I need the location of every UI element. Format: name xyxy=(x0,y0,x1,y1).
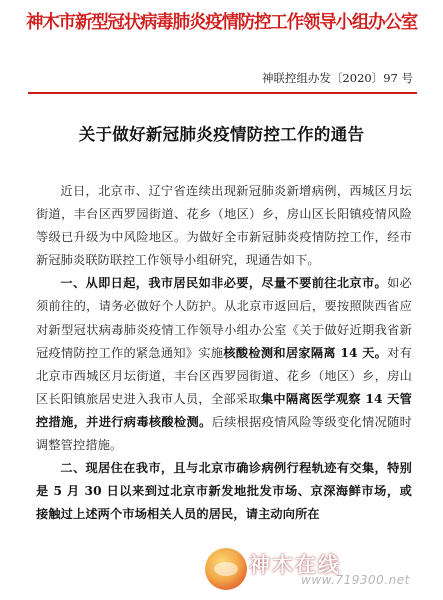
watermark-site-name: 神木在线 xyxy=(249,553,341,577)
item-1-heading: 一、从即日起，我市居民如非必要，尽量不要前往北京市。 xyxy=(60,276,388,291)
watermark-url: www.719300.net xyxy=(301,573,410,587)
notice-title: 关于做好新冠肺炎疫情防控工作的通告 xyxy=(78,125,365,144)
intro-paragraph: 近日，北京市、辽宁省连续出现新冠肺炎新增病例，西城区月坛街道，丰台区西罗园街道、花乡（地区）乡，房山区长阳镇疫情风险等级已升级为中风险地区。为做好全市新冠肺炎疫情防控工作，经市新冠肺炎联防联控工作领导小组研究，现通告如下。 xyxy=(36,184,412,268)
sun-emblem-icon xyxy=(205,548,247,590)
item-1-emphasis-1: 核酸检测和居家隔离 14 天。 xyxy=(223,345,388,360)
notice-body xyxy=(36,180,412,526)
item-1-text-2: 对有北京市西城区月坛街道，丰台区西罗园街道、花乡（地区）乡，房山区长阳镇旅居史进入我市人员，全部采取 xyxy=(36,345,413,406)
item-1-text-1: 如必须前往的，请务必做好个人防护。从北京市返回后，要按照陕西省应对新型冠状病毒肺炎疫情工作领导小组办公室《关于做好近期我省新冠疫情防控工作的紧急通知》实施 xyxy=(36,276,412,360)
document-number: 神联控组办发〔2020〕97 号 xyxy=(261,71,413,85)
issuer-masthead: 神木市新型冠状病毒肺炎疫情防控工作领导小组办公室 xyxy=(25,12,418,33)
item-1-text-3: 后续根据疫情风险等级变化情况随时调整管控措施。 xyxy=(36,414,412,453)
header-divider xyxy=(28,92,417,94)
site-watermark xyxy=(205,548,437,592)
item-1-emphasis-2: 集中隔离医学观察 14 天管控措施，并进行病毒核酸检测。 xyxy=(36,391,413,429)
item-1-paragraph xyxy=(36,272,412,457)
item-2-paragraph: 二、现居住在我市，且与北京市确诊病例行程轨迹有交集，特别是 5 月 30 日以来到过北京市新发地批发市场、京深海鲜市场，或接触过上述两个市场相关人员的居民，请主动向所在 xyxy=(36,461,412,522)
